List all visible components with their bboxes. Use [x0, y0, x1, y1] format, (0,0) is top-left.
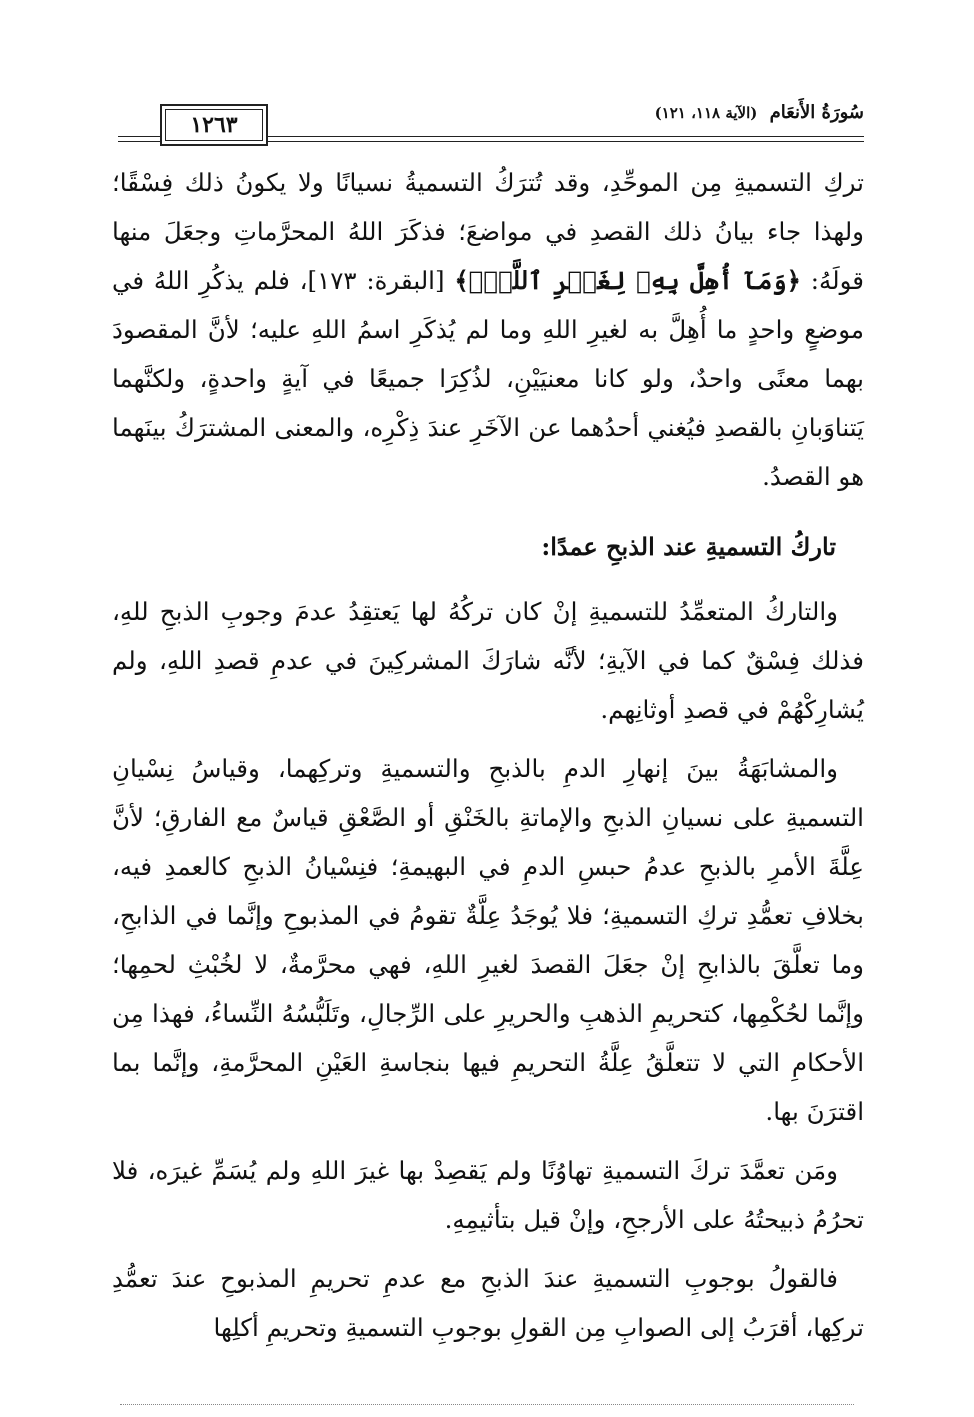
verse-reference: (الآية ١١٨، ١٢١) [654, 104, 758, 122]
paragraph-1-rest: [البقرة: ١٧٣]، فلم يذكُرِ اللهُ في موضعٍ واحدٍ ما أُهِلَّ به لغيرِ اللهِ وما لم يُذكَرِ اسمُ اللهِ عليه؛ لأنَّ المقصودَ بهما معنًى واحدٌ، ولو كانا معنيَيْنِ، لذُكِرَا جميعًا في آيةٍ واحدةٍ، ولكنَّهما يَتناوَبانِ بالقصدِ فيُغني أحدُهما عن الآخَرِ عندَ ذِكْرِه، والمعنى المشترَكُ بينَهما هو القصدُ. [112, 266, 864, 491]
paragraph-3: والمشابَهَةُ بينَ إنهارِ الدمِ بالذبحِ والتسميةِ وتركِهما، وقياسُ نِسْيانِ التسميةِ على نسيانِ الذبحِ والإماتةِ بالخَنْقِ أو الصَّعْقِ قياسٌ مع الفارقِ؛ لأنَّ عِلَّةَ الأمرِ بالذبحِ عدمُ حبسِ الدمِ في البهيمةِ؛ فنِسْيانُ الذبحِ كالعمدِ فيه، بخلافِ تعمُّدِ تركِ التسميةِ؛ فلا يُوجَدُ عِلَّةٌ تقومُ في المذبوحِ وإنَّما في الذابحِ، وما تعلَّقَ بالذابحِ إنْ جعَلَ القصدَ لغيرِ اللهِ، فهي محرَّمةٌ، لا لخُبْثِ لحمِها؛ وإنَّما لحُكْمِها، كتحريمِ الذهبِ والحريرِ على الرِّجالِ، وتَلَبُّسُهُ النِّساءُ، فهذا مِن الأحكامِ التي لا تتعلَّقُ عِلَّةُ التحريمِ فيها بنجاسةِ العَيْنِ المحرَّمةِ، وإنَّما بما اقترَنَ بها. [112, 754, 864, 1126]
page-body [112, 158, 864, 1352]
surah-name: سُورَةُ الأَنعَام [769, 102, 864, 123]
quran-quote: ﴿وَمَآ أُهِلَّ بِهِۦ لِغَيۡرِ ٱللَّهِۖ﴾ [454, 266, 802, 295]
paragraph-1 [112, 158, 864, 501]
page-number-frame [160, 104, 268, 146]
footer-dotted-line [120, 1404, 854, 1405]
running-title [647, 102, 864, 123]
page-number: ١٢٦٣ [190, 112, 238, 138]
paragraph-1-text: تركِ التسميةِ مِن الموحِّدِ، وقد تُترَكُ التسميةُ نسيانًا ولا يكونُ ذلك فِسْقًا؛ ولهذا جاء بيانُ ذلك القصدِ في مواضعَ؛ فذكَرَ اللهُ المحرَّماتِ وجعَلَ منها قولَهُ: [112, 168, 865, 295]
paragraph-4: ومَن تعمَّدَ تركَ التسميةِ تهاوُنًا ولم يَقصِدْ بها غيرَ اللهِ ولم يُسَمِّ غيرَه، فلا تحرُمُ ذبيحتُهُ على الأرجحِ، وإنْ قيل بتأثيمِهِ. [112, 1156, 864, 1234]
section-heading: تاركُ التسميةِ عند الذبحِ عمدًا: [541, 532, 836, 561]
paragraph-5: فالقولُ بوجوبِ التسميةِ عندَ الذبحِ مع عدمِ تحريمِ المذبوحِ عندَ تعمُّدِ تركِها، أقرَبُ إلى الصوابِ مِن القولِ بوجوبِ التسميةِ وتحريمِ أكلِها [112, 1264, 864, 1342]
page-header [118, 100, 864, 144]
paragraph-2: والتاركُ المتعمِّدُ للتسميةِ إنْ كان تركُهُ لها يَعتقِدُ عدمَ وجوبِ الذبحِ للهِ، فذلك فِسْقٌ كما في الآيةِ؛ لأنَّه شارَكَ المشركِينَ في عدمِ قصدِ اللهِ، ولم يُشارِكْهُمْ في قصدِ أوثانِهم. [112, 597, 864, 724]
